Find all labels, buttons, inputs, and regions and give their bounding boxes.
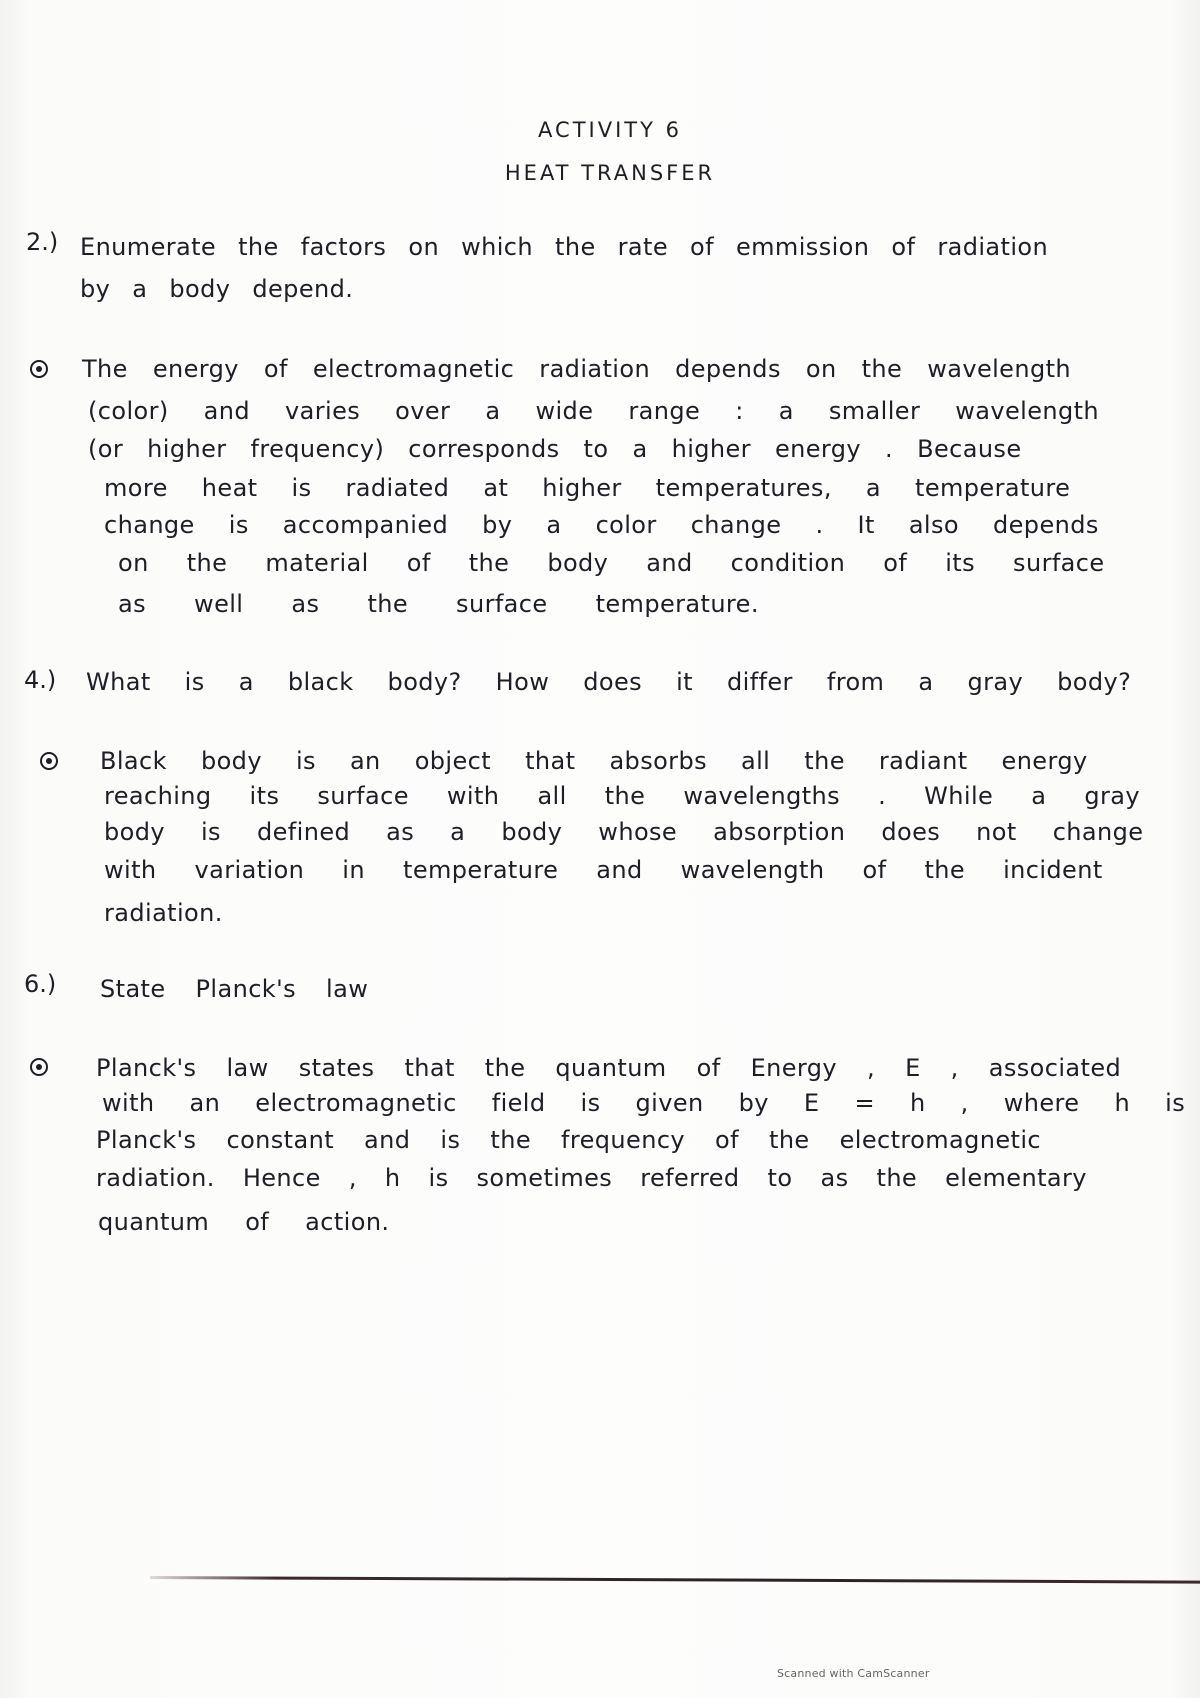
answer-text-line: Planck's law states that the quantum of Energy , E , associated (96, 1054, 1122, 1082)
answer-text-line: body is defined as a body whose absorption does not change (104, 818, 1144, 846)
question-number: 2.) (26, 228, 59, 256)
question-text-line: What is a black body? How does it differ from a gray body? (86, 668, 1132, 696)
question-number: 4.) (24, 666, 57, 694)
answer-text-line: (or higher frequency) corresponds to a higher energy . Because (88, 435, 1022, 463)
answer-text-line: (color) and varies over a wide range : a smaller wavelength (88, 397, 1100, 425)
activity-subtitle: HEAT TRANSFER (504, 161, 716, 185)
question-number: 6.) (24, 970, 57, 998)
answer-text-line: Planck's constant and is the frequency of the electromagnetic (96, 1126, 1042, 1154)
question-text-line: Enumerate the factors on which the rate of emmission of radiation (80, 233, 1049, 261)
bottom-divider (150, 1576, 1200, 1584)
answer-text-line: reaching its surface with all the wavelengths . While a gray (104, 782, 1140, 810)
answer-text-line: radiation. (104, 899, 223, 927)
answer-bullet-icon (30, 360, 48, 378)
activity-title: ACTIVITY 6 (538, 118, 682, 142)
answer-text-line: with variation in temperature and wavelength of the incident (104, 856, 1103, 884)
answer-text-line: The energy of electromagnetic radiation depends on the wavelength (82, 355, 1072, 383)
answer-text-line: radiation. Hence , h is sometimes referred to as the elementary (96, 1164, 1087, 1192)
answer-text-line: Black body is an object that absorbs all the radiant energy (100, 747, 1088, 775)
answer-text-line: as well as the surface temperature. (118, 590, 759, 618)
answer-text-line: with an electromagnetic field is given by E = h , where h is (102, 1089, 1186, 1117)
answer-bullet-icon (40, 752, 58, 770)
question-text-line: by a body depend. (80, 275, 354, 303)
answer-text-line: more heat is radiated at higher temperatures, a temperature (104, 474, 1071, 502)
answer-text-line: change is accompanied by a color change . It also depends (104, 511, 1099, 539)
question-text-line: State Planck's law (100, 975, 369, 1003)
answer-bullet-icon (30, 1058, 48, 1076)
answer-text-line: on the material of the body and condition of its surface (118, 549, 1105, 577)
answer-text-line: quantum of action. (98, 1208, 390, 1236)
scanner-watermark: Scanned with CamScanner (777, 1667, 930, 1680)
